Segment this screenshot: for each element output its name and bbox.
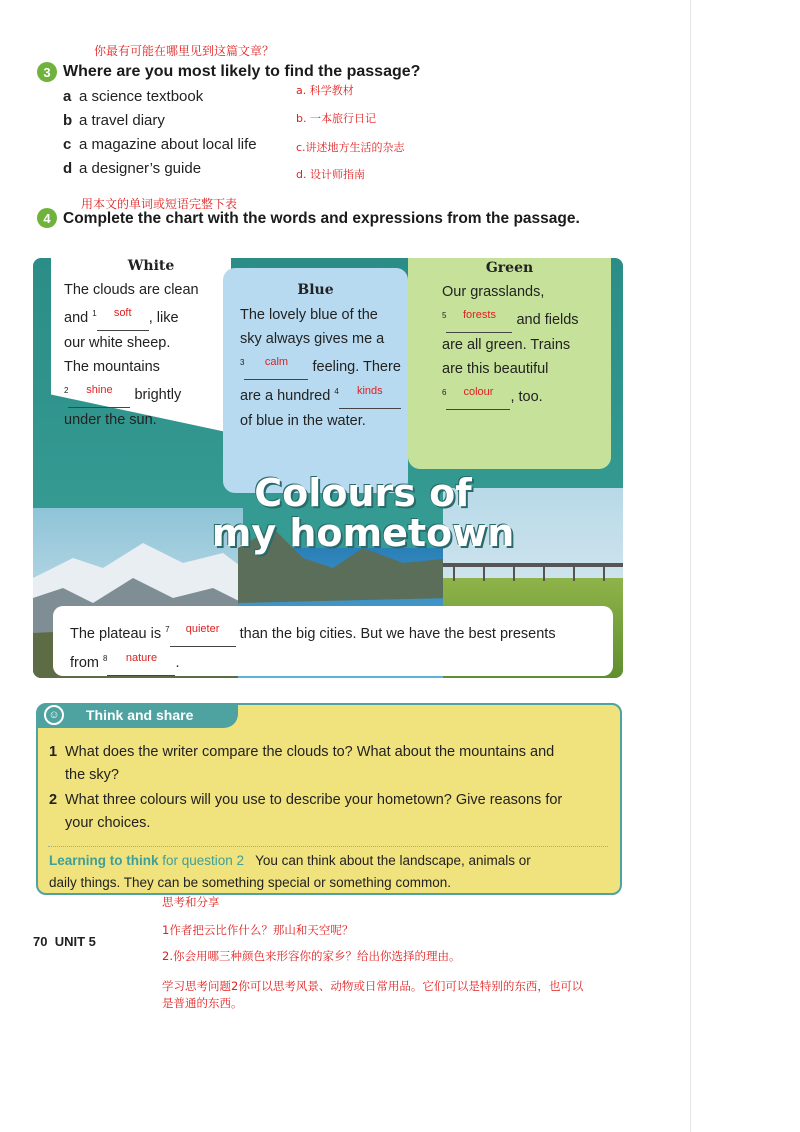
- q4-cn-prompt: 用本文的单词或短语完整下表: [81, 197, 238, 211]
- cn-note-1: 1作者把云比作什么？那山和天空呢？: [162, 923, 354, 937]
- banner-title: Colours of my hometown: [211, 471, 515, 555]
- q3-title: Where are you most likely to find the passage?: [63, 63, 421, 80]
- plateau-text: The plateau is $^7$ quieter than the big cities. But we have the best presents from $^8$ nature .: [70, 618, 610, 676]
- think-divider: [48, 846, 608, 847]
- q3-option-c: c a magazine about local life: [63, 136, 257, 153]
- head-thinking-icon: ☺: [44, 705, 64, 725]
- answer-6: colour: [463, 385, 494, 398]
- green-card-text: Our grasslands, $^5$ forests and fields are all green. Trains are this beautiful $^6$ colour , too.: [442, 280, 612, 410]
- answer-2: shine: [86, 383, 113, 396]
- q3-cn-option-c: c.讲述地方生活的杂志: [296, 141, 405, 154]
- page-footer: 70 UNIT 5: [33, 934, 96, 949]
- q4-number-badge: 4: [37, 208, 57, 228]
- answer-7: quieter: [185, 622, 220, 635]
- answer-4: kinds: [356, 384, 383, 397]
- blue-card-text: The lovely blue of the sky always gives me a $^3$ calm feeling. There are a hundred $^4$ kinds of blue in the water.: [240, 307, 401, 429]
- q3-cn-option-b: b. 一本旅行日记: [296, 112, 376, 125]
- cn-note-2: 2.你会用哪三种颜色来形容你的家乡？给出你选择的理由。: [162, 949, 461, 963]
- chart-illustration: [33, 258, 623, 678]
- cn-note-title: 思考和分享: [162, 895, 220, 909]
- q3-option-d: d a designer’s guide: [63, 160, 202, 177]
- q3-cn-option-d: d. 设计师指南: [296, 168, 365, 181]
- white-card-title: White: [127, 258, 175, 274]
- q4-title: Complete the chart with the words and expressions from the passage.: [63, 210, 580, 227]
- blue-card-title: Blue: [297, 282, 334, 298]
- q3-cn-option-a: a. 科学教材: [296, 84, 354, 97]
- q3-cn-prompt: 你最有可能在哪里见到这篇文章？: [94, 44, 275, 58]
- answer-8: nature: [125, 651, 158, 664]
- q3-option-b: b a travel diary: [63, 112, 165, 129]
- think-question-2: 2 What three colours will you use to describe your hometown? Give reasons for your choices.: [49, 792, 563, 831]
- think-question-1: 1 What does the writer compare the clouds to? What about the mountains and the sky?: [49, 744, 555, 783]
- answer-3: calm: [264, 355, 289, 368]
- page-edge: [690, 0, 691, 1132]
- white-card-text: The clouds are clean and $^1$ soft , like our white sheep. The mountains $^2$ shine brightly under the sun.: [64, 282, 199, 428]
- answer-1: soft: [113, 306, 132, 319]
- q3-number-badge: 3: [37, 62, 57, 82]
- q3-option-a: a a science textbook: [63, 88, 204, 105]
- cn-note-3: 学习思考问题2你可以思考风景、动物或日常用品。它们可以是特别的东西，也可以 是普通的东西。: [162, 979, 584, 1010]
- learning-to-think: Learning to think for question 2 You can think about the landscape, animals or daily things. They can be something special or something common.: [49, 853, 531, 890]
- think-header: Think and share: [86, 707, 194, 723]
- green-card-title: Green: [485, 260, 534, 276]
- answer-5: forests: [462, 308, 496, 321]
